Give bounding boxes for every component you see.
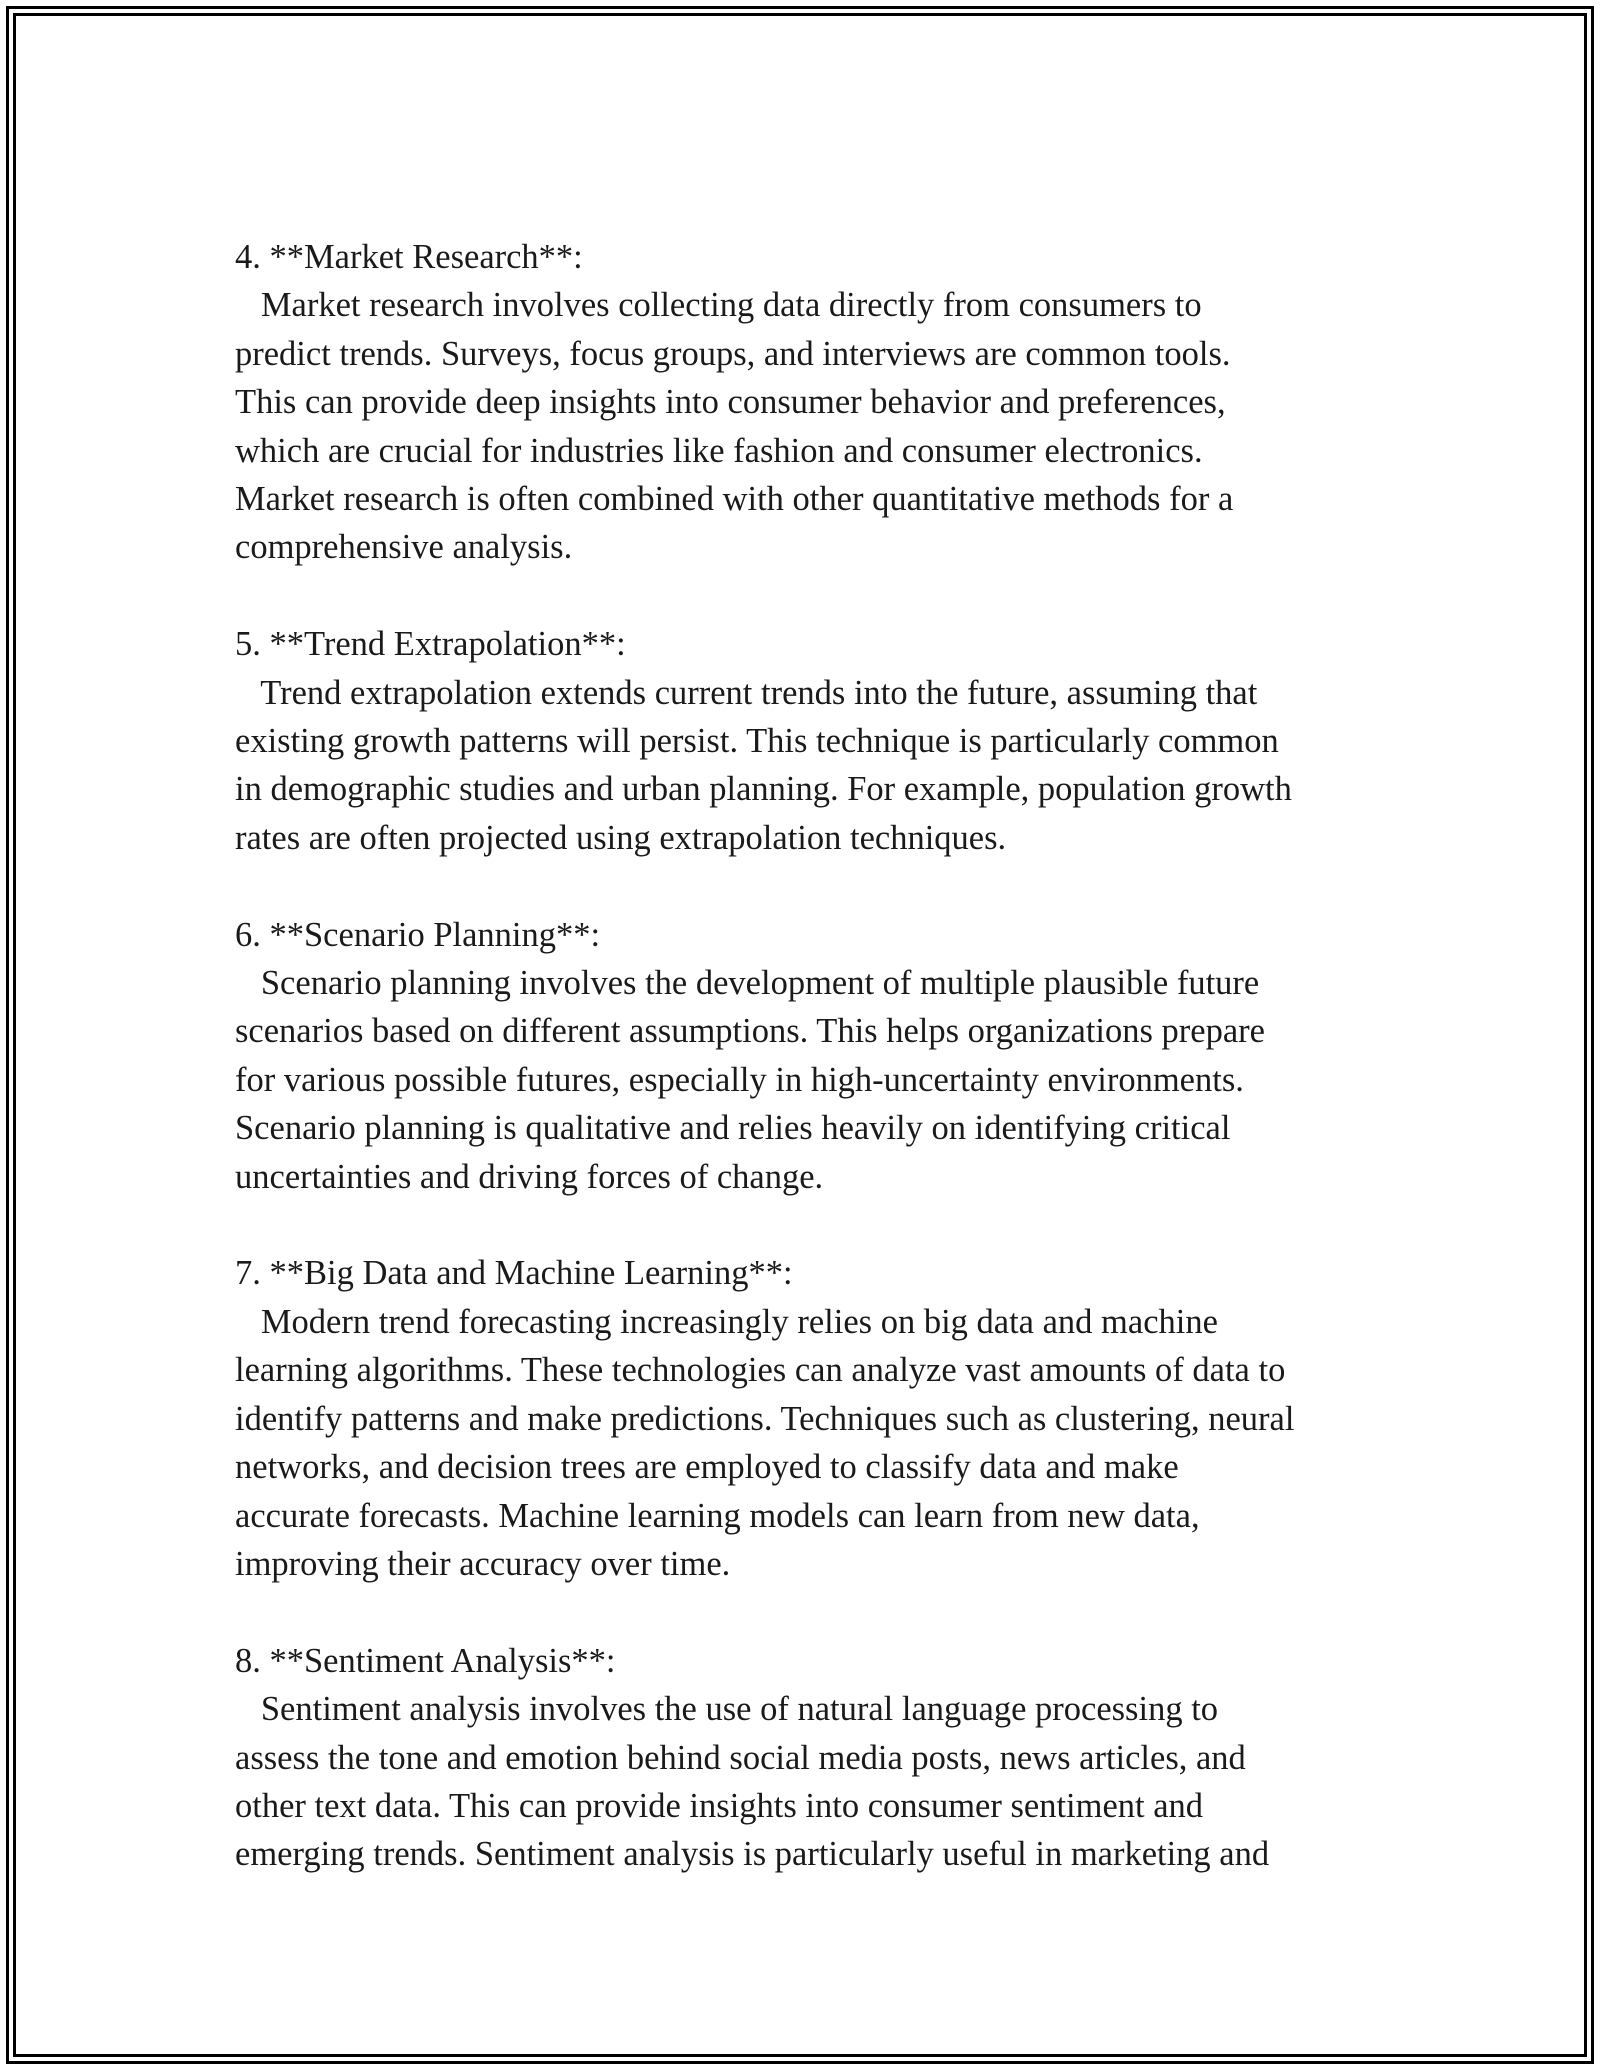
section-heading: 8. **Sentiment Analysis**:: [235, 1641, 616, 1680]
section-heading: 6. **Scenario Planning**:: [235, 915, 601, 954]
paragraph-line: uncertainties and driving forces of change.: [235, 1157, 824, 1196]
paragraph-line: Market research involves collecting data directly from consumers to: [235, 286, 1202, 325]
paragraph-line: Trend extrapolation extends current trends into the future, assuming that: [235, 673, 1258, 712]
paragraph-line: predict trends. Surveys, focus groups, and interviews are common tools.: [235, 334, 1231, 373]
paragraph-line: Scenario planning is qualitative and relies heavily on identifying critical: [235, 1109, 1231, 1148]
paragraph-line: Market research is often combined with other quantitative methods for a: [235, 480, 1234, 519]
section-heading: 4. **Market Research**:: [235, 238, 583, 276]
paragraph-line: This can provide deep insights into consumer behavior and preferences,: [235, 383, 1226, 422]
paragraph-line: rates are often projected using extrapolation techniques.: [235, 818, 1007, 857]
paragraph-line: learning algorithms. These technologies can analyze vast amounts of data to: [235, 1351, 1286, 1390]
section-big-data-machine-learning: [235, 1249, 1415, 1588]
paragraph-line: Modern trend forecasting increasingly relies on big data and machine: [235, 1302, 1218, 1341]
section-heading: 7. **Big Data and Machine Learning**:: [235, 1254, 793, 1293]
paragraph-line: which are crucial for industries like fashion and consumer electronics.: [235, 431, 1203, 470]
section-scenario-planning: [235, 911, 1415, 1201]
paragraph-line: in demographic studies and urban planning. For example, population growth: [235, 770, 1292, 809]
paragraph-line: comprehensive analysis.: [235, 528, 573, 567]
paragraph-line: for various possible futures, especially in high-uncertainty environments.: [235, 1060, 1244, 1099]
paragraph-line: networks, and decision trees are employed to classify data and make: [235, 1448, 1179, 1487]
section-sentiment-analysis: [235, 1637, 1415, 1879]
document-body: [235, 233, 1415, 1927]
section-heading: 5. **Trend Extrapolation**:: [235, 625, 626, 664]
paragraph-line: scenarios based on different assumptions. This helps organizations prepare: [235, 1012, 1265, 1051]
paragraph-line: identify patterns and make predictions. Techniques such as clustering, neural: [235, 1399, 1295, 1438]
paragraph-line: Sentiment analysis involves the use of natural language processing to: [235, 1690, 1219, 1729]
paragraph-line: accurate forecasts. Machine learning models can learn from new data,: [235, 1496, 1200, 1535]
paragraph-line: assess the tone and emotion behind social media posts, news articles, and: [235, 1738, 1246, 1777]
section-trend-extrapolation: [235, 620, 1415, 862]
paragraph-line: emerging trends. Sentiment analysis is particularly useful in marketing and: [235, 1835, 1270, 1874]
section-market-research: [235, 233, 1415, 572]
paragraph-line: existing growth patterns will persist. This technique is particularly common: [235, 722, 1279, 761]
paragraph-line: Scenario planning involves the development of multiple plausible future: [235, 964, 1260, 1003]
paragraph-line: other text data. This can provide insights into consumer sentiment and: [235, 1786, 1204, 1825]
paragraph-line: improving their accuracy over time.: [235, 1544, 731, 1583]
